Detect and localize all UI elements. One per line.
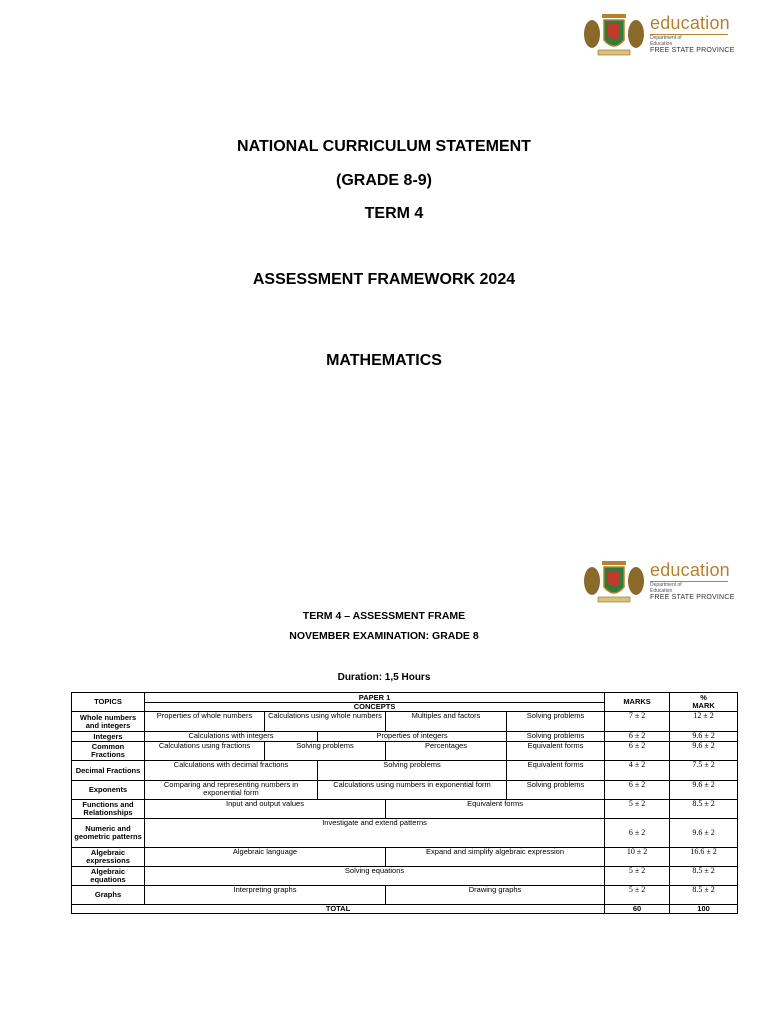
marks-cell: 6 ± 2: [605, 742, 670, 761]
table-row: [72, 800, 738, 819]
concept-cell: Multiples and factors: [386, 712, 507, 732]
concept-cell: Properties of integers: [318, 732, 507, 742]
percent-cell: 16.6 ± 2: [670, 848, 738, 867]
marks-cell: 10 ± 2: [605, 848, 670, 867]
topic-cell: Graphs: [72, 886, 145, 905]
percent-symbol: %: [700, 693, 707, 702]
concept-cell: Solving problems: [265, 742, 386, 761]
concept-cell: Calculations using fractions: [145, 742, 265, 761]
total-label: TOTAL: [72, 905, 605, 914]
percent-cell: 8.5 ± 2: [670, 800, 738, 819]
percent-cell: 7.5 ± 2: [670, 761, 738, 781]
cover-title: NATIONAL CURRICULUM STATEMENT: [237, 138, 531, 155]
coat-of-arms-icon: [582, 10, 646, 58]
topic-cell: Common Fractions: [72, 742, 145, 761]
percent-cell: 12 ± 2: [670, 712, 738, 732]
concept-cell: Equivalent forms: [507, 742, 605, 761]
concept-cell: Expand and simplify algebraic expression: [386, 848, 605, 867]
cover-subject: MATHEMATICS: [326, 352, 442, 369]
logo-department-line2: Education: [650, 587, 673, 594]
concept-cell: Comparing and representing numbers in exponential form: [145, 781, 318, 800]
logo-wordmark: education: [650, 560, 730, 580]
concept-cell: Solving problems: [507, 712, 605, 732]
percent-mark-header: [670, 693, 738, 712]
frame-title: TERM 4 – ASSESSMENT FRAME: [302, 610, 466, 622]
table-row: [72, 742, 738, 761]
marks-cell: 6 ± 2: [605, 732, 670, 742]
logo-province: FREE STATE PROVINCE: [650, 594, 735, 601]
percent-cell: 9.6 ± 2: [670, 781, 738, 800]
percent-cell: 8.5 ± 2: [670, 886, 738, 905]
table-header-row: [72, 693, 738, 703]
logo-department-line1: Department of: [650, 582, 682, 588]
percent-cell: 9.6 ± 2: [670, 742, 738, 761]
topic-cell: Exponents: [72, 781, 145, 800]
marks-cell: 5 ± 2: [605, 800, 670, 819]
concept-cell: Percentages: [386, 742, 507, 761]
topic-cell: Algebraic equations: [72, 867, 145, 886]
concept-cell: Calculations using whole numbers: [265, 712, 386, 732]
topic-cell: Numeric and geometric patterns: [72, 819, 145, 848]
marks-cell: 5 ± 2: [605, 886, 670, 905]
total-percent: 100: [670, 905, 738, 914]
cover-term: TERM 4: [364, 205, 424, 222]
topic-cell: Decimal Fractions: [72, 761, 145, 781]
topic-cell: Whole numbers and integers: [72, 712, 145, 732]
table-row: [72, 886, 738, 905]
total-row: [72, 905, 738, 914]
concept-cell: Properties of whole numbers: [145, 712, 265, 732]
table-row: [72, 732, 738, 742]
table-row: [72, 848, 738, 867]
topic-cell: Integers: [72, 732, 145, 742]
logo-wordmark: education: [650, 13, 730, 33]
topic-cell: Functions and Relationships: [72, 800, 145, 819]
concept-cell: Input and output values: [145, 800, 386, 819]
concept-cell: Solving problems: [507, 781, 605, 800]
concept-cell: Interpreting graphs: [145, 886, 386, 905]
cover-grade: (GRADE 8-9): [335, 172, 432, 189]
marks-cell: 6 ± 2: [605, 781, 670, 800]
duration: Duration: 1,5 Hours: [337, 672, 431, 683]
marks-cell: 5 ± 2: [605, 867, 670, 886]
marks-cell: 4 ± 2: [605, 761, 670, 781]
percent-cell: 8.5 ± 2: [670, 867, 738, 886]
department-logo-2: [582, 557, 734, 605]
table-row: [72, 712, 738, 732]
concept-cell: Equivalent forms: [507, 761, 605, 781]
concept-cell: Equivalent forms: [386, 800, 605, 819]
concept-cell: Solving problems: [318, 761, 507, 781]
percent-cell: 9.6 ± 2: [670, 819, 738, 848]
mark-label: MARK: [692, 701, 715, 710]
topic-cell: Algebraic expressions: [72, 848, 145, 867]
assessment-table: [71, 692, 738, 914]
concept-cell: Calculations with integers: [145, 732, 318, 742]
total-marks: 60: [605, 905, 670, 914]
concepts-header: CONCEPTS: [145, 703, 605, 712]
table-row: [72, 867, 738, 886]
concept-cell: Solving problems: [507, 732, 605, 742]
paper-header: PAPER 1: [145, 693, 605, 703]
marks-header: MARKS: [605, 693, 670, 712]
marks-cell: 6 ± 2: [605, 819, 670, 848]
concept-cell: Drawing graphs: [386, 886, 605, 905]
topics-header: TOPICS: [72, 693, 145, 712]
coat-of-arms-icon: [582, 557, 646, 605]
table-row: [72, 761, 738, 781]
concept-cell: Algebraic language: [145, 848, 386, 867]
concept-cell: Solving equations: [145, 867, 605, 886]
logo-province: FREE STATE PROVINCE: [650, 47, 735, 54]
logo-department-line1: Department of: [650, 35, 682, 41]
percent-cell: 9.6 ± 2: [670, 732, 738, 742]
logo-department-line2: Education: [650, 40, 673, 47]
concept-cell: Calculations using numbers in exponential form: [318, 781, 507, 800]
marks-cell: 7 ± 2: [605, 712, 670, 732]
department-logo: [582, 10, 734, 58]
concept-cell: Investigate and extend patterns: [145, 819, 605, 848]
cover-framework: ASSESSMENT FRAMEWORK 2024: [252, 271, 516, 288]
exam-title: NOVEMBER EXAMINATION: GRADE 8: [289, 630, 479, 642]
concept-cell: Calculations with decimal fractions: [145, 761, 318, 781]
table-row: [72, 781, 738, 800]
table-row: [72, 819, 738, 848]
